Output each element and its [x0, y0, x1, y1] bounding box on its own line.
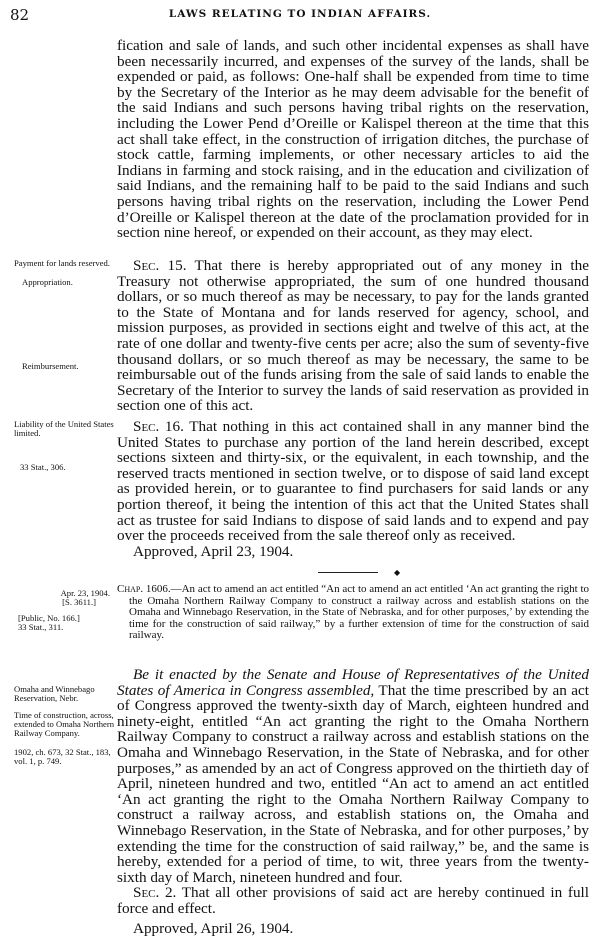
section-text: That nothing in this act contained shall in any manner bind the United States to purchase any portion of the land herein described, except sections sixteen and thirty-six, or the equivalent, in each township, and the reserved tracts mentioned in section twelve, or to dispose of said land except as provided herein, or to guarantee to find purchasers for said lands or any portion thereof, it being the intention of this act that the United States shall act as trustee for said Indians to dispose of said lands and to expend and pay over the proceeds received from the sale thereof only as received. [117, 418, 589, 545]
chapter-summary [117, 584, 589, 642]
section-label: Sec. 2. [133, 884, 177, 902]
margin-note-stat-306: 33 Stat., 306. [20, 462, 66, 472]
running-title: LAWS RELATING TO INDIAN AFFAIRS. [168, 8, 432, 20]
section-label: Sec. 15. [133, 257, 187, 274]
margin-note-1902-reference: 1902, ch. 673, 32 Stat., 183, vol. 1, p. 749. [14, 747, 111, 766]
section-15 [117, 258, 589, 414]
chapter-summary-body: —An act to amend an act entitled “An act to amend an act entitled ‘An act granting the right to the Omaha Northern Railway Company to construct a railway across and establish stations on the Omaha and Winnebago Reservation, in the State of Nebraska, and for other purposes,’ by extending the time for the construction of said railway,” by a further extension of time for the construction of said railway. [129, 583, 590, 642]
paragraph-continuation: fication and sale of lands, and such other incidental expenses as shall have been necessarily incurred, and expenses of the survey of the lands, shall be expended or paid, as follows: One-half shall be expended from time to time by the Secretary of the Interior as he may deem advisable for the benefit of the said Indians and such persons having tribal rights on the reservation, including the Lower Pend d’Oreille or Kalispel thereon at the time that this act shall take effect, in the construction of irrigation ditches, the purchase of stock cattle, farming implements, or other necessary articles to aid the Indians in farming and stock raising, and in the education and civilization of said Indians, and the remaining half to be paid to the said Indians and such persons having tribal rights on the reservation, including the Lower Pend d’Oreille or Kalispel thereon at the date of the proclamation provided for in section nine hereof, or expended on their account, as they may elect. [117, 37, 589, 242]
margin-note-omaha: Omaha and Winnebago Reservation, Nebr. [14, 684, 95, 703]
margin-note-time-extension: Time of construction, across, extended to Omaha Northern Railway Company. [14, 710, 114, 738]
margin-note-reimbursement: Reimbursement. [22, 361, 79, 371]
margin-note-date: Apr. 23, 1904. [60, 588, 110, 598]
chapter-summary-text [117, 584, 589, 642]
section-2 [117, 885, 589, 916]
enacting-clause: Be it enacted by the Senate and House of Representatives of the United States of America in Congress assembled, [117, 666, 589, 699]
continuation-block [117, 38, 589, 241]
section-text: That the time prescribed by an act of Congress approved the twenty-sixth day of March, eighteen hundred and ninety-eight, entitled “An act granting the right to the Omaha Northern Railway Company to construct a railway across and establish stations on the Omaha and Winnebago Reservation, in the State of Nebraska, and for other purposes,” as amended by an act of Congress approved on the thirtieth day of April, nineteen hundred and two, entitled “An act to amend an act entitled ‘An act granting the right to the Omaha Northern Railway Company to construct a railway across, and establish stations on, the Omaha and Winnebago Reservation, in the State of Nebraska, and for other purposes,’ by extending the time for the construction of said railway,” be, and the same is hereby, extended for a period of time, to wit, three years from the twenty-sixth day of March, nineteen hundred and four. [117, 681, 589, 886]
ornament-mark: ◆ [394, 568, 401, 577]
margin-note-public: [Public, No. 166.] [18, 613, 80, 623]
chapter-label: Chap. 1606. [117, 583, 171, 595]
section-text: That there is hereby appropriated out of any money in the Treasury not otherwise appropriated, the sum of one hundred thousand dollars, or so much thereof as may be necessary, to pay for the lands granted to the State of Montana and for lands reserved for agency, school, and mission purposes, as provided in sections eight and twelve of this act, at the rate of one dollar and twenty-five cents per acre; also the sum of seventy-five thousand dollars, or so much thereof as may be necessary, the same to be reimbursable out of the funds arising from the sale of said lands to enable the Secretary of the Interior to survey the lands of said reservation as provided in section one of this act. [117, 257, 589, 415]
page-header [8, 6, 592, 24]
approval-line: Approved, April 26, 1904. [133, 919, 294, 937]
page-number: 82 [10, 6, 30, 24]
section-16-block [117, 419, 589, 559]
act-body [117, 667, 589, 936]
section-15-block [117, 258, 589, 414]
section-text: That all other provisions of said act are hereby continued in full force and effect. [117, 884, 589, 917]
section-16 [117, 419, 589, 544]
margin-note-stat-311: 33 Stat., 311. [18, 622, 64, 632]
divider-left [318, 572, 378, 573]
approval-line: Approved, April 23, 1904. [133, 542, 294, 560]
margin-note-bill: [S. 3611.] [62, 597, 96, 607]
margin-note-payment: Payment for lands reserved. [14, 258, 110, 268]
section-label: Sec. 16. [133, 418, 184, 435]
section-1 [117, 667, 589, 885]
margin-note-appropriation: Appropriation. [22, 277, 73, 287]
margin-note-liability: Liability of the United States limited. [14, 419, 114, 438]
